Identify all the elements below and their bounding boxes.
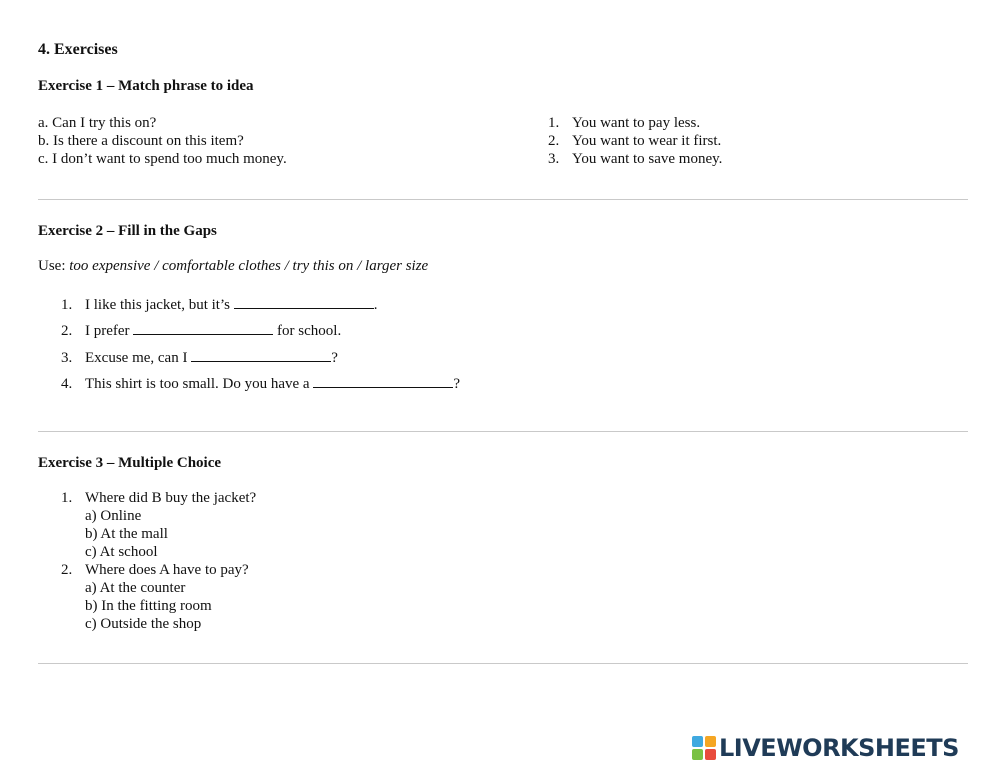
mc-question-text: Where did B buy the jacket? [85,490,257,506]
gap-item-3 [61,347,338,367]
word-bank-words: too expensive / comfortable clothes / try this on / larger size [69,258,429,274]
exercise1-idea-2 [548,132,721,150]
exercise1-phrase-a: a. Can I try this on? [38,115,157,131]
logo-square-2 [705,736,716,747]
exercise1-phrase-b: b. Is there a discount on this item? [38,133,244,149]
divider-3 [38,663,968,664]
mc-number: 2. [61,562,73,578]
idea-number: 1. [548,115,560,131]
logo-text: LIVEWORKSHEETS [719,734,959,762]
exercise1-phrase-c: c. I don’t want to spend too much money. [38,151,287,167]
gap-blank-2[interactable] [133,320,273,335]
exercise1-idea-1 [548,114,700,132]
liveworksheets-logo [692,733,959,763]
mc-q1-option-c[interactable]: c) At school [85,544,158,560]
idea-text: You want to save money. [572,151,723,167]
gap-number: 3. [61,350,73,366]
gap-item-1 [61,294,377,314]
mc-q1-option-a[interactable]: a) Online [85,508,142,524]
gap-text-after: ? [453,376,460,392]
gap-text-before: This shirt is too small. Do you have a [85,376,314,392]
gap-text-before: I prefer [85,323,134,339]
exercise2-word-bank [38,257,428,275]
mc-question-2 [61,561,249,579]
gap-number: 1. [61,297,73,313]
mc-q1-option-b[interactable]: b) At the mall [85,526,168,542]
logo-square-1 [692,736,703,747]
gap-text-after: . [373,297,378,313]
gap-item-4 [61,373,460,393]
idea-number: 2. [548,133,560,149]
mc-question-text: Where does A have to pay? [85,562,249,578]
page-heading: 4. Exercises [38,41,118,58]
mc-q2-option-b[interactable]: b) In the fitting room [85,598,212,614]
word-bank-label: Use: [38,258,70,274]
gap-blank-4[interactable] [313,373,453,388]
gap-number: 2. [61,323,73,339]
exercise2-title: Exercise 2 – Fill in the Gaps [38,223,217,239]
gap-text-after: ? [331,350,338,366]
logo-mark-icon [692,736,716,760]
exercise1-idea-3 [548,150,722,168]
gap-item-2 [61,320,341,340]
gap-number: 4. [61,376,73,392]
gap-text-before: Excuse me, can I [85,350,192,366]
logo-square-3 [692,749,703,760]
logo-square-4 [705,749,716,760]
exercise1-title: Exercise 1 – Match phrase to idea [38,78,254,94]
gap-blank-3[interactable] [191,347,331,362]
exercise3-title: Exercise 3 – Multiple Choice [38,455,222,471]
idea-number: 3. [548,151,560,167]
mc-number: 1. [61,490,73,506]
divider-2 [38,431,968,432]
idea-text: You want to wear it first. [572,133,722,149]
gap-text-after: for school. [273,323,342,339]
divider-1 [38,199,968,200]
idea-text: You want to pay less. [572,115,701,131]
gap-blank-1[interactable] [234,294,374,309]
mc-question-1 [61,489,256,507]
mc-q2-option-c[interactable]: c) Outside the shop [85,616,202,632]
gap-text-before: I like this jacket, but it’s [85,297,234,313]
mc-q2-option-a[interactable]: a) At the counter [85,580,186,596]
